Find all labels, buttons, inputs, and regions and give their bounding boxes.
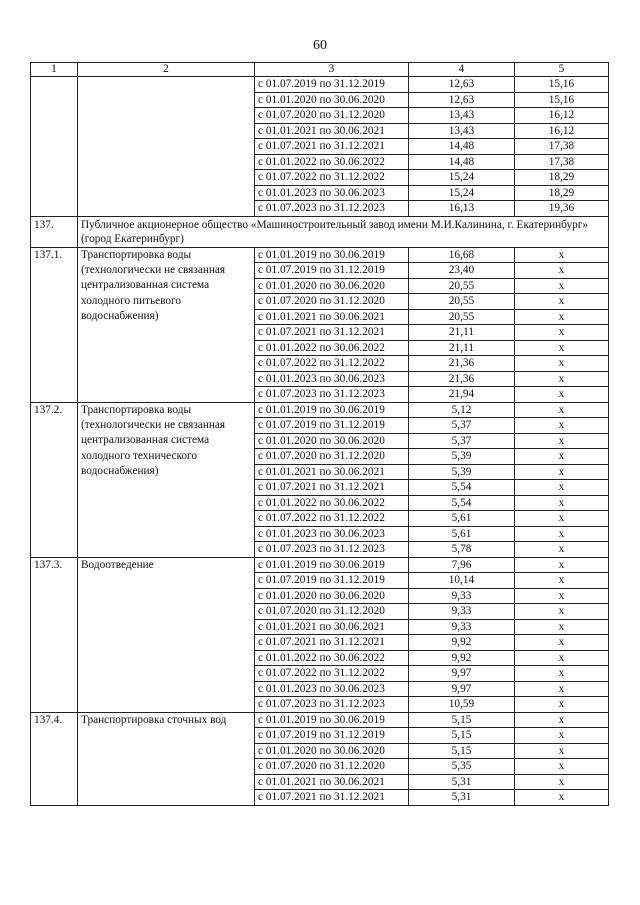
tariff-value-cell: 12,63 <box>409 92 515 108</box>
period-cell: с 01.01.2019 по 30.06.2019 <box>255 712 409 728</box>
tariff-value-cell: 5,61 <box>409 526 515 542</box>
period-cell: с 01.07.2023 по 31.12.2023 <box>255 697 409 713</box>
tariff-value-cell: 13,43 <box>409 123 515 139</box>
tariff-vat-cell: x <box>515 728 609 744</box>
tariff-vat-cell: x <box>515 356 609 372</box>
tariff-vat-cell: x <box>515 340 609 356</box>
tariff-vat-cell: x <box>515 573 609 589</box>
period-cell: с 01.01.2020 по 30.06.2020 <box>255 433 409 449</box>
period-cell: с 01.01.2022 по 30.06.2022 <box>255 154 409 170</box>
period-cell: с 01.01.2023 по 30.06.2023 <box>255 681 409 697</box>
tariff-vat-cell: x <box>515 790 609 806</box>
tariff-vat-cell: 15,16 <box>515 77 609 93</box>
tariff-value-cell: 5,39 <box>409 464 515 480</box>
tariff-value-cell: 5,31 <box>409 790 515 806</box>
tariff-value-cell: 9,33 <box>409 604 515 620</box>
service-name: Транспортировка воды (технологически не связанная централизованная система холодного технического водоснабжения) <box>78 402 255 557</box>
period-cell: с 01.01.2022 по 30.06.2022 <box>255 495 409 511</box>
period-cell: с 01.07.2021 по 31.12.2021 <box>255 480 409 496</box>
tariff-value-cell: 21,36 <box>409 356 515 372</box>
tariff-value-cell: 5,54 <box>409 495 515 511</box>
tariff-vat-cell: x <box>515 480 609 496</box>
period-cell: с 01.01.2023 по 30.06.2023 <box>255 526 409 542</box>
tariff-value-cell: 21,36 <box>409 371 515 387</box>
tariff-vat-cell: 16,12 <box>515 108 609 124</box>
group-number: 137.4. <box>31 712 78 805</box>
page-number: 60 <box>313 38 327 53</box>
period-cell: с 01.01.2021 по 30.06.2021 <box>255 123 409 139</box>
tariff-value-cell: 14,48 <box>409 139 515 155</box>
tariff-value-cell: 9,97 <box>409 681 515 697</box>
header-cell-3: 3 <box>255 63 409 77</box>
tariff-vat-cell: x <box>515 697 609 713</box>
period-cell: с 01.01.2021 по 30.06.2021 <box>255 619 409 635</box>
period-cell: с 01.01.2022 по 30.06.2022 <box>255 650 409 666</box>
period-cell: с 01.07.2021 по 31.12.2021 <box>255 325 409 341</box>
tariff-vat-cell: 16,12 <box>515 123 609 139</box>
tariff-vat-cell: x <box>515 263 609 279</box>
tariff-vat-cell: x <box>515 542 609 558</box>
service-name <box>78 77 255 217</box>
tariff-value-cell: 15,24 <box>409 185 515 201</box>
tariff-value-cell: 9,92 <box>409 635 515 651</box>
table-body <box>31 77 609 806</box>
tariff-value-cell: 5,35 <box>409 759 515 775</box>
period-cell: с 01.07.2023 по 31.12.2023 <box>255 387 409 403</box>
tariff-value-cell: 20,55 <box>409 294 515 310</box>
period-cell: с 01.01.2020 по 30.06.2020 <box>255 278 409 294</box>
tariff-vat-cell: x <box>515 526 609 542</box>
period-cell: с 01.07.2020 по 31.12.2020 <box>255 449 409 465</box>
tariff-value-cell: 5,12 <box>409 402 515 418</box>
tariff-value-cell: 21,94 <box>409 387 515 403</box>
service-name: Водоотведение <box>78 557 255 712</box>
tariff-value-cell: 5,37 <box>409 433 515 449</box>
organization-name: Публичное акционерное общество «Машиностроительный завод имени М.И.Калинина, г. Екатеринбург» (город Екатеринбург) <box>78 216 609 247</box>
period-cell: с 01.07.2020 по 31.12.2020 <box>255 759 409 775</box>
tariff-vat-cell: x <box>515 495 609 511</box>
tariff-vat-cell: x <box>515 511 609 527</box>
period-cell: с 01.01.2021 по 30.06.2021 <box>255 774 409 790</box>
period-cell: с 01.07.2019 по 31.12.2019 <box>255 728 409 744</box>
tariff-vat-cell: x <box>515 371 609 387</box>
period-cell: с 01.07.2019 по 31.12.2019 <box>255 418 409 434</box>
period-cell: с 01.01.2019 по 30.06.2019 <box>255 557 409 573</box>
tariff-vat-cell: x <box>515 433 609 449</box>
tariff-table <box>30 62 609 806</box>
tariff-vat-cell: x <box>515 635 609 651</box>
period-cell: с 01.07.2023 по 31.12.2023 <box>255 542 409 558</box>
period-cell: с 01.07.2021 по 31.12.2021 <box>255 790 409 806</box>
period-cell: с 01.01.2023 по 30.06.2023 <box>255 371 409 387</box>
tariff-vat-cell: x <box>515 712 609 728</box>
tariff-value-cell: 21,11 <box>409 325 515 341</box>
tariff-vat-cell: x <box>515 604 609 620</box>
period-cell: с 01.01.2020 по 30.06.2020 <box>255 588 409 604</box>
period-cell: с 01.07.2019 по 31.12.2019 <box>255 77 409 93</box>
service-name: Транспортировка сточных вод <box>78 712 255 805</box>
period-cell: с 01.07.2022 по 31.12.2022 <box>255 170 409 186</box>
tariff-vat-cell: x <box>515 387 609 403</box>
period-cell: с 01.01.2021 по 30.06.2021 <box>255 309 409 325</box>
period-cell: с 01.01.2020 по 30.06.2020 <box>255 92 409 108</box>
tariff-vat-cell: x <box>515 743 609 759</box>
tariff-vat-cell: x <box>515 278 609 294</box>
tariff-vat-cell: x <box>515 650 609 666</box>
tariff-vat-cell: x <box>515 294 609 310</box>
period-cell: с 01.07.2022 по 31.12.2022 <box>255 511 409 527</box>
tariff-value-cell: 21,11 <box>409 340 515 356</box>
tariff-value-cell: 16,13 <box>409 201 515 217</box>
tariff-vat-cell: x <box>515 449 609 465</box>
tariff-value-cell: 5,31 <box>409 774 515 790</box>
tariff-value-cell: 10,14 <box>409 573 515 589</box>
period-cell: с 01.07.2020 по 31.12.2020 <box>255 108 409 124</box>
period-cell: с 01.01.2019 по 30.06.2019 <box>255 247 409 263</box>
tariff-vat-cell: 17,38 <box>515 154 609 170</box>
tariff-value-cell: 15,24 <box>409 170 515 186</box>
header-cell-4: 4 <box>409 63 515 77</box>
tariff-value-cell: 9,33 <box>409 588 515 604</box>
group-number: 137.3. <box>31 557 78 712</box>
tariff-value-cell: 5,39 <box>409 449 515 465</box>
tariff-value-cell: 5,54 <box>409 480 515 496</box>
table-row <box>31 247 609 263</box>
period-cell: с 01.01.2022 по 30.06.2022 <box>255 340 409 356</box>
tariff-value-cell: 5,15 <box>409 743 515 759</box>
period-cell: с 01.07.2022 по 31.12.2022 <box>255 666 409 682</box>
tariff-vat-cell: x <box>515 247 609 263</box>
tariff-value-cell: 23,40 <box>409 263 515 279</box>
tariff-vat-cell: x <box>515 666 609 682</box>
tariff-value-cell: 10,59 <box>409 697 515 713</box>
period-cell: с 01.01.2019 по 30.06.2019 <box>255 402 409 418</box>
tariff-value-cell: 7,96 <box>409 557 515 573</box>
header-row <box>31 63 609 77</box>
period-cell: с 01.01.2020 по 30.06.2020 <box>255 743 409 759</box>
tariff-value-cell: 9,33 <box>409 619 515 635</box>
tariff-vat-cell: x <box>515 418 609 434</box>
tariff-vat-cell: x <box>515 309 609 325</box>
organization-row <box>31 216 609 247</box>
tariff-vat-cell: x <box>515 464 609 480</box>
period-cell: с 01.07.2019 по 31.12.2019 <box>255 573 409 589</box>
tariff-vat-cell: x <box>515 619 609 635</box>
group-number: 137.2. <box>31 402 78 557</box>
service-name: Транспортировка воды (технологически не связанная централизованная система холодного питьевого водоснабжения) <box>78 247 255 402</box>
tariff-value-cell: 9,97 <box>409 666 515 682</box>
tariff-value-cell: 9,92 <box>409 650 515 666</box>
tariff-vat-cell: 15,16 <box>515 92 609 108</box>
tariff-value-cell: 5,37 <box>409 418 515 434</box>
header-cell-2: 2 <box>78 63 255 77</box>
period-cell: с 01.01.2021 по 30.06.2021 <box>255 464 409 480</box>
table-row <box>31 557 609 573</box>
table-row <box>31 712 609 728</box>
period-cell: с 01.07.2020 по 31.12.2020 <box>255 294 409 310</box>
group-number: 137. <box>31 216 78 247</box>
tariff-vat-cell: x <box>515 557 609 573</box>
period-cell: с 01.01.2023 по 30.06.2023 <box>255 185 409 201</box>
tariff-vat-cell: x <box>515 325 609 341</box>
table-row <box>31 402 609 418</box>
tariff-vat-cell: x <box>515 759 609 775</box>
tariff-value-cell: 20,55 <box>409 278 515 294</box>
group-number: 137.1. <box>31 247 78 402</box>
header-cell-1: 1 <box>31 63 78 77</box>
tariff-value-cell: 5,78 <box>409 542 515 558</box>
tariff-value-cell: 5,61 <box>409 511 515 527</box>
tariff-value-cell: 16,68 <box>409 247 515 263</box>
tariff-value-cell: 13,43 <box>409 108 515 124</box>
period-cell: с 01.07.2020 по 31.12.2020 <box>255 604 409 620</box>
tariff-vat-cell: x <box>515 588 609 604</box>
tariff-vat-cell: x <box>515 402 609 418</box>
tariff-vat-cell: 19,36 <box>515 201 609 217</box>
tariff-vat-cell: x <box>515 681 609 697</box>
tariff-value-cell: 14,48 <box>409 154 515 170</box>
period-cell: с 01.07.2021 по 31.12.2021 <box>255 139 409 155</box>
period-cell: с 01.07.2023 по 31.12.2023 <box>255 201 409 217</box>
tariff-value-cell: 20,55 <box>409 309 515 325</box>
tariff-value-cell: 5,15 <box>409 728 515 744</box>
period-cell: с 01.07.2021 по 31.12.2021 <box>255 635 409 651</box>
tariff-vat-cell: 18,29 <box>515 170 609 186</box>
header-cell-5: 5 <box>515 63 609 77</box>
period-cell: с 01.07.2022 по 31.12.2022 <box>255 356 409 372</box>
tariff-value-cell: 12,63 <box>409 77 515 93</box>
group-number <box>31 77 78 217</box>
tariff-value-cell: 5,15 <box>409 712 515 728</box>
period-cell: с 01.07.2019 по 31.12.2019 <box>255 263 409 279</box>
tariff-vat-cell: x <box>515 774 609 790</box>
tariff-vat-cell: 18,29 <box>515 185 609 201</box>
table-row <box>31 77 609 93</box>
tariff-vat-cell: 17,38 <box>515 139 609 155</box>
